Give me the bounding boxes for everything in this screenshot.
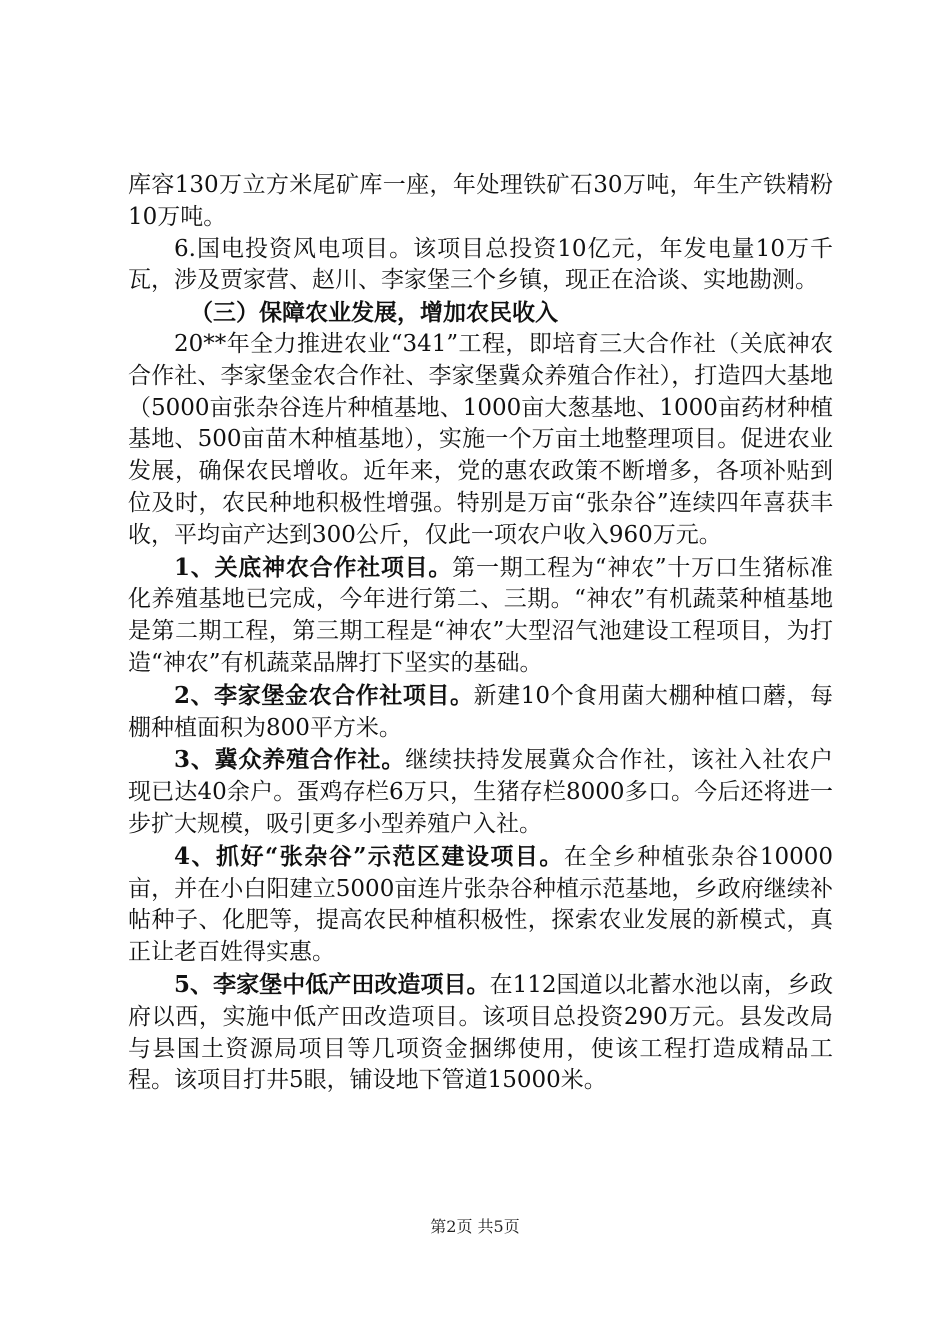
- item-body: 新建10个食用菌大棚种植口蘑，每棚种植面积为800平方米。: [128, 682, 833, 741]
- list-item: [128, 744, 833, 840]
- item-lead: 4、抓好“张杂谷”示范区建设项目。: [174, 842, 564, 870]
- item-body: 继续扶持发展冀众合作社，该社入社农户现已达40余户。蛋鸡存栏6万只，生猪存栏8000多口。今后还将进一步扩大规模，吸引更多小型养殖户入社。: [128, 747, 833, 837]
- item-lead: 2、李家堡金农合作社项目。: [174, 681, 474, 709]
- list-item: [128, 841, 833, 969]
- document-body: [128, 170, 833, 1097]
- item-lead: 1、关底神农合作社项目。: [174, 553, 453, 581]
- item-body: 第一期工程为“神农”十万口生猪标准化养殖基地已完成，今年进行第二、三期。“神农”有机蔬菜种植基地是第二期工程，第三期工程是“神农”大型沼气池建设工程项目，为打造“神农”有机蔬菜品牌打下坚实的基础。: [128, 554, 833, 676]
- item-lead: 3、冀众养殖合作社。: [174, 746, 406, 774]
- list-item: [128, 552, 833, 680]
- list-item: [128, 969, 833, 1097]
- item-lead: 5、李家堡中低产田改造项目。: [174, 970, 490, 998]
- section-heading: （三）保障农业发展，增加农民收入: [190, 299, 558, 327]
- paragraph-continuation: 库容130万立方米尾矿库一座，年处理铁矿石30万吨，年生产铁精粉10万吨。: [128, 172, 833, 230]
- paragraph-item-6: 6.国电投资风电项目。该项目总投资10亿元，年发电量10万千瓦，涉及贾家营、赵川、李家堡三个乡镇，现正在洽谈、实地勘测。: [128, 235, 833, 294]
- item-body: 在112国道以北蓄水池以南，乡政府以西，实施中低产田改造项目。该项目总投资290万元。县发改局与县国土资源局项目等几项资金捆绑使用，使该工程打造成精品工程。该项目打井5眼，铺设地下管道15000米。: [128, 971, 833, 1094]
- list-item: [128, 680, 833, 745]
- paragraph-intro: 20**年全力推进农业“341”工程，即培育三大合作社（关底神农合作社、李家堡金农合作社、李家堡冀众养殖合作社），打造四大基地（5000亩张杂谷连片种植基地、1000亩大葱基地、1000亩药材种植基地、500亩苗木种植基地），实施一个万亩土地整理项目。促进农业发展，确保农民增收。近年来，党的惠农政策不断增多，各项补贴到位及时，农民种地积极性增强。特别是万亩“张杂谷”连续四年喜获丰收，平均亩产达到300公斤，仅此一项农户收入960万元。: [128, 330, 833, 548]
- item-body: 在全乡种植张杂谷10000亩，并在小白阳建立5000亩连片张杂谷种植示范基地，乡政府继续补帖种子、化肥等，提高农民种植积极性，探索农业发展的新模式，真正让老百姓得实惠。: [128, 843, 833, 966]
- page-footer: 第2页 共5页: [430, 1217, 520, 1236]
